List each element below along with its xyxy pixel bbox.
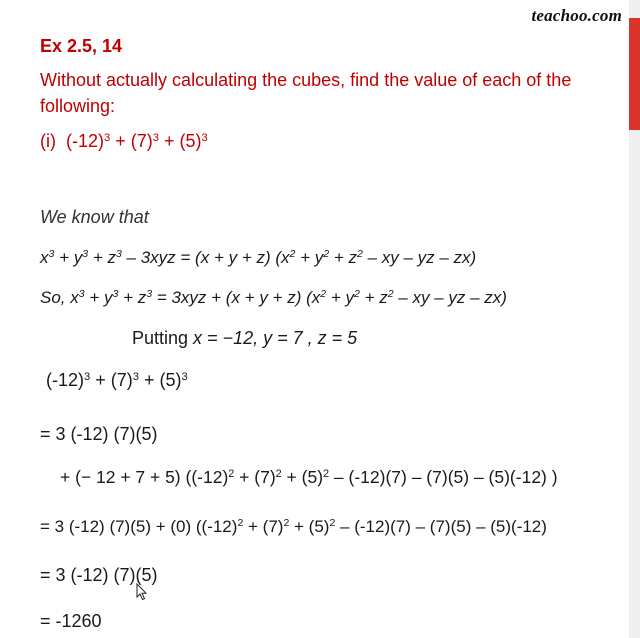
rearranged-identity-line: So, $x^3 + y^3 + z^3 = 3xyz + (x + y + z) (x^2 + y^2 + z^2$ – xy – yz – zx) (40, 288, 507, 307)
step-4: = 3 (-12) (7)(5) (40, 565, 158, 585)
step-2: + (− 12 + 7 + 5) ($(-12)^2 + (7)^2 + (5)^2 - (-12)(7) - (7)(5) - (5)(-12)$ ) (60, 467, 558, 487)
identity-line: $x^3 + y^3 + z^3 - 3xyz = (x + y + z) (x^2 + y^2 + z^2$ – xy – yz – zx) (40, 248, 477, 267)
scrollbar-track[interactable] (629, 0, 640, 638)
question-prompt-line2: following: (40, 96, 116, 116)
part-expression: $(-12)^3 + (7)^3 + (5)^3$ (66, 131, 208, 151)
scrollbar-thumb[interactable] (629, 18, 640, 130)
exercise-reference: Ex 2.5, 14 (40, 36, 123, 56)
question-part-i (40, 131, 208, 152)
step-expression: $(-12)^3 + (7)^3 + (5)^3$ (46, 370, 188, 390)
teachoo-logo: teachoo.com (531, 6, 622, 25)
step-1: = 3 (-12) (7)(5) (40, 424, 158, 444)
question-prompt-line1: Without actually calculating the cubes, find the value of each of the (40, 70, 572, 90)
solution-intro: We know that (40, 207, 149, 227)
part-label: (i) (40, 131, 56, 151)
substitution-line: Putting x = −12, y = 7 , z = 5 (132, 328, 358, 348)
step-3: = 3 (-12) (7)(5) + (0) ($(-12)^2 + (7)^2 + (5)^2 - (-12)(7) - (7)(5) - (5)(-12)$ (40, 517, 547, 536)
mouse-pointer-icon (136, 583, 148, 601)
final-answer: = -1260 (40, 611, 102, 631)
